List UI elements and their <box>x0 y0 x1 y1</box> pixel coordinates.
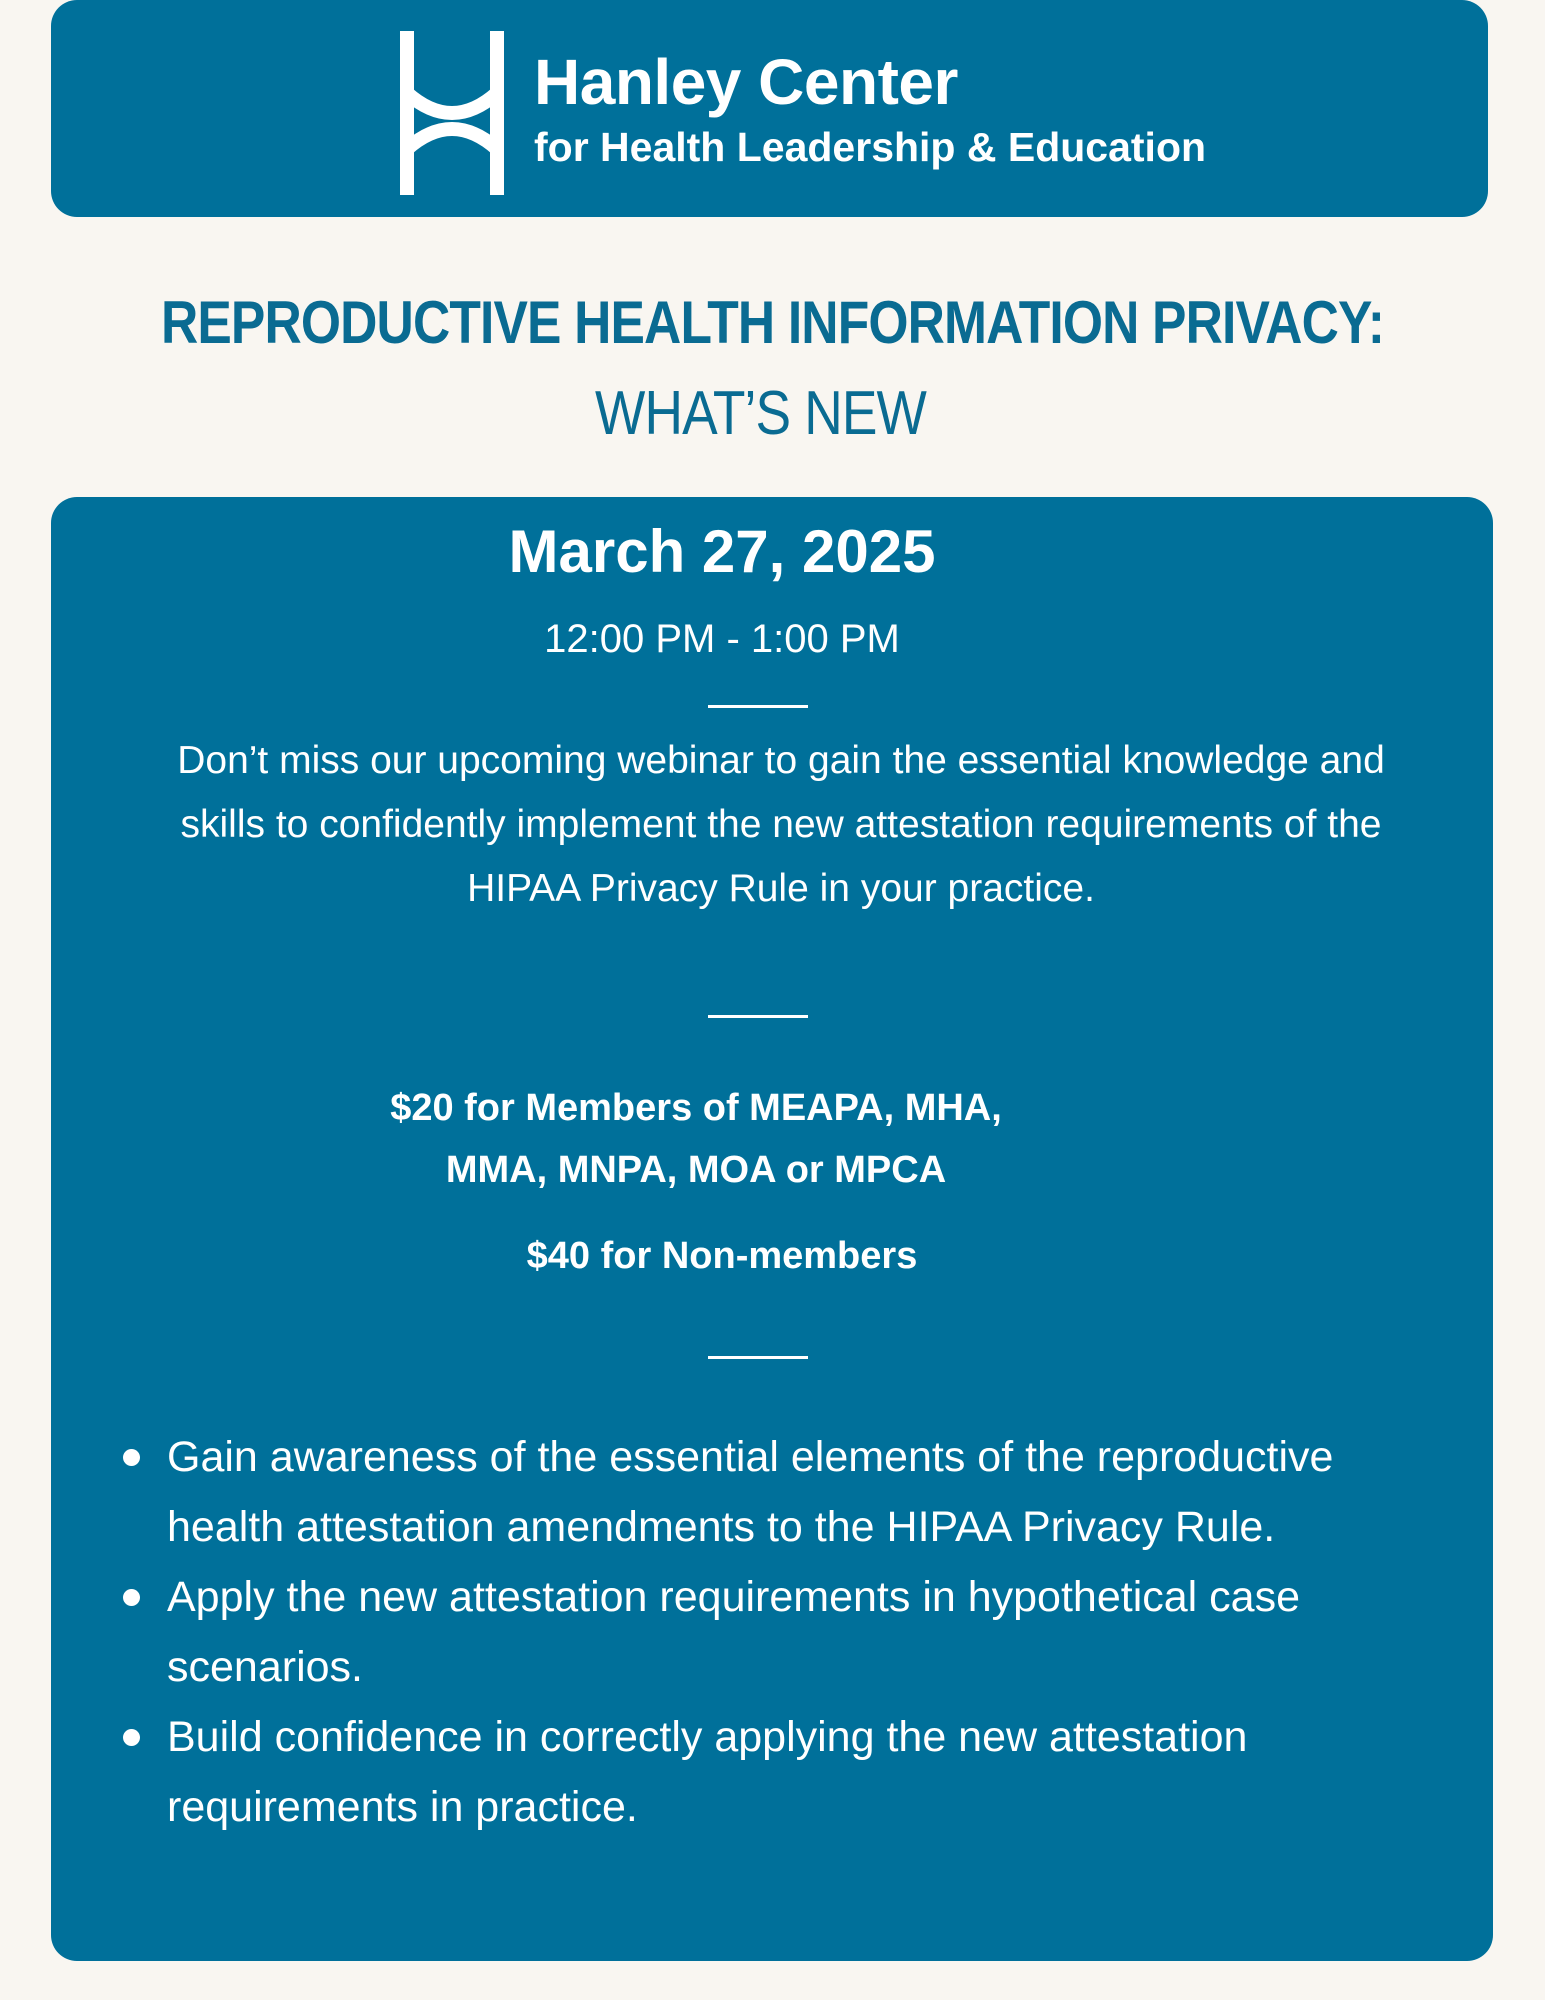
bullet-icon <box>123 1729 140 1746</box>
org-name: Hanley Center <box>534 46 958 118</box>
list-item <box>113 1422 1453 1562</box>
header-banner <box>51 0 1488 217</box>
headline-subtitle: WHAT’S NEW <box>594 379 927 448</box>
bullet-icon <box>123 1589 140 1606</box>
objective-text: Gain awareness of the essential elements of the reproductive health attestation amendments to the HIPAA Privacy Rule. <box>167 1433 1334 1551</box>
event-description: Don’t miss our upcoming webinar to gain the essential knowledge and skills to confidently implement the new attestation requirements of the HIPAA Privacy Rule in your practice. <box>177 739 1385 910</box>
pricing-nonmembers: $40 for Non-members <box>526 1235 918 1277</box>
event-time: 12:00 PM - 1:00 PM <box>544 617 900 661</box>
list-item <box>113 1702 1453 1842</box>
objective-text: Apply the new attestation requirements in hypothetical case scenarios. <box>167 1573 1300 1691</box>
pricing-members <box>321 1077 1071 1201</box>
divider <box>708 1356 808 1359</box>
org-tagline: for Health Leadership & Education <box>534 124 1207 170</box>
hanley-h-logo-icon <box>400 31 504 195</box>
headline-title: REPRODUCTIVE HEALTH INFORMATION PRIVACY: <box>160 289 1385 356</box>
divider <box>708 1015 808 1018</box>
list-item <box>113 1562 1453 1702</box>
bullet-icon <box>123 1449 140 1466</box>
event-date: March 27, 2025 <box>508 518 936 585</box>
pricing-members-line-2: MMA, MNPA, MOA or MPCA <box>445 1149 947 1191</box>
event-panel <box>51 497 1493 1961</box>
pricing-members-line-1: $20 for Members of MEAPA, MHA, <box>390 1087 1002 1129</box>
learning-objectives-list <box>113 1422 1453 1842</box>
divider <box>708 705 808 708</box>
objective-text: Build confidence in correctly applying the new attestation requirements in practice. <box>167 1713 1248 1831</box>
